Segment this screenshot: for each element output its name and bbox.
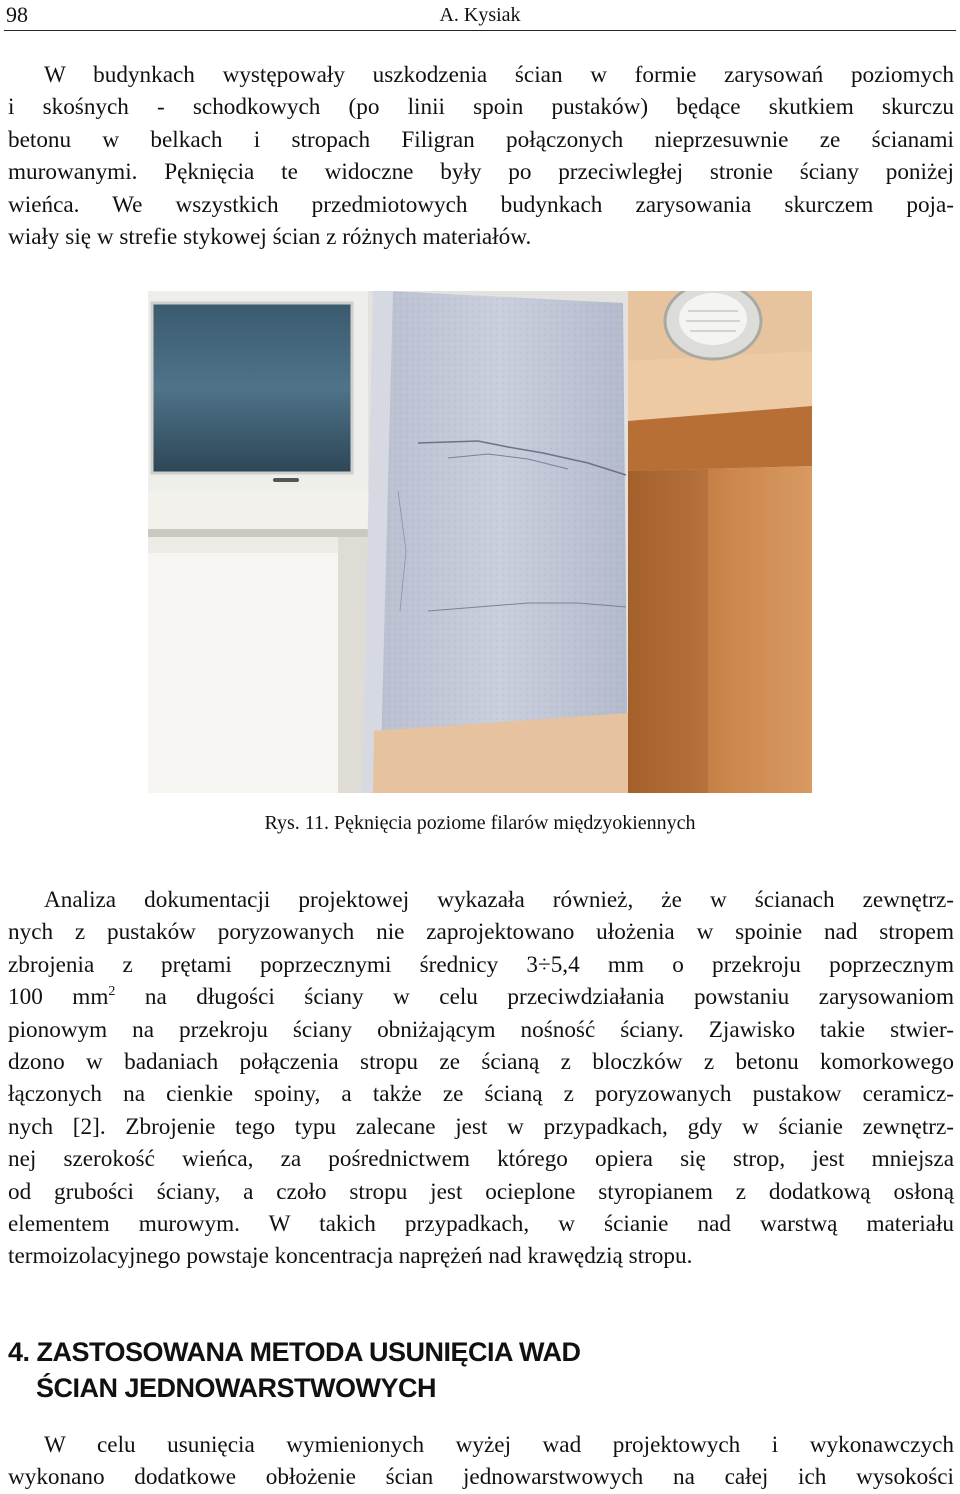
page-number: 98 <box>6 2 28 27</box>
text-line: wiały się w strefie stykowej ścian z różnych materiałów. <box>8 224 532 251</box>
text-line: nej szerokość wieńca, za pośrednictwem którego opiera się strop, jest mniejsza <box>8 1146 954 1173</box>
text-line: betonu w belkach i stropach Filigran połączonych nieprzesuwnie ze ścianami <box>8 126 954 153</box>
figure-photo <box>148 291 812 793</box>
text-fragment: 100 mm <box>8 984 109 1011</box>
section-heading-line: ŚCIAN JEDNOWARSTWOWYCH <box>36 1373 436 1403</box>
paragraph-3 <box>8 1429 954 1494</box>
text-line <box>8 981 954 1013</box>
paragraph-2 <box>8 884 954 1273</box>
section-heading-line: 4. ZASTOSOWANA METODA USUNIĘCIA WAD <box>8 1337 581 1367</box>
text-line: zbrojenia z prętami poprzecznymi średnicy 3÷5,4 mm o przekroju poprzecznym <box>8 951 954 978</box>
page-header <box>4 0 956 31</box>
text-line: łączonych na cienkie spoiny, a także ze ścianą z poryzowanych pustakow ceramicz- <box>8 1081 954 1108</box>
text-line: murowanymi. Pęknięcia te widoczne były po przeciwległej stronie ściany poniżej <box>8 159 954 186</box>
text-line: wieńca. We wszystkich przedmiotowych budynkach zarysowania skurczem poja- <box>8 191 954 218</box>
text-line: nych z pustaków poryzowanych nie zaprojektowano ułożenia w spoinie nad stropem <box>8 919 954 946</box>
text-line: elementem murowym. W takich przypadkach, w ścianie nad warstwą materiału <box>8 1211 954 1238</box>
text-fragment: na długości ściany w celu przeciwdziałania powstaniu zarysowaniom <box>115 984 954 1011</box>
text-line: Analiza dokumentacji projektowej wykazała również, że w ścianach zewnętrz- <box>44 887 954 913</box>
text-line: i skośnych - schodkowych (po linii spoin pustaków) będące skutkiem skurczu <box>8 94 954 121</box>
text-line: W celu usunięcia wymienionych wyżej wad projektowych i wykonawczych <box>44 1432 954 1458</box>
text-line: nych [2]. Zbrojenie tego typu zalecane jest w przypadkach, gdy w ścianie zewnętrz- <box>8 1113 954 1140</box>
figure-caption: Rys. 11. Pęknięcia poziome filarów międzyokiennych <box>264 812 696 834</box>
text-line: pionowym na przekroju ściany obniżającym nośność ściany. Zjawisko takie stwier- <box>8 1016 954 1043</box>
section-heading <box>8 1334 581 1406</box>
cracked-pillar-photo <box>148 291 812 793</box>
running-head: A. Kysiak <box>439 4 521 26</box>
paragraph-1 <box>8 59 954 253</box>
text-line: dzono w badaniach połączenia stropu ze ścianą z bloczków z betonu komorkowego <box>8 1049 954 1076</box>
text-line: wykonano dodatkowe obłożenie ścian jednowarstwowych na całej ich wysokości <box>8 1464 954 1491</box>
text-line: od grubości ściany, a czoło stropu jest ocieplone styropianem z dodatkową osłoną <box>8 1178 954 1205</box>
text-line: W budynkach występowały uszkodzenia ścian w formie zarysowań poziomych <box>44 62 954 88</box>
superscript: 2 <box>108 984 116 1000</box>
text-line: termoizolacyjnego powstaje koncentracja naprężeń nad krawędzią stropu. <box>8 1243 693 1270</box>
